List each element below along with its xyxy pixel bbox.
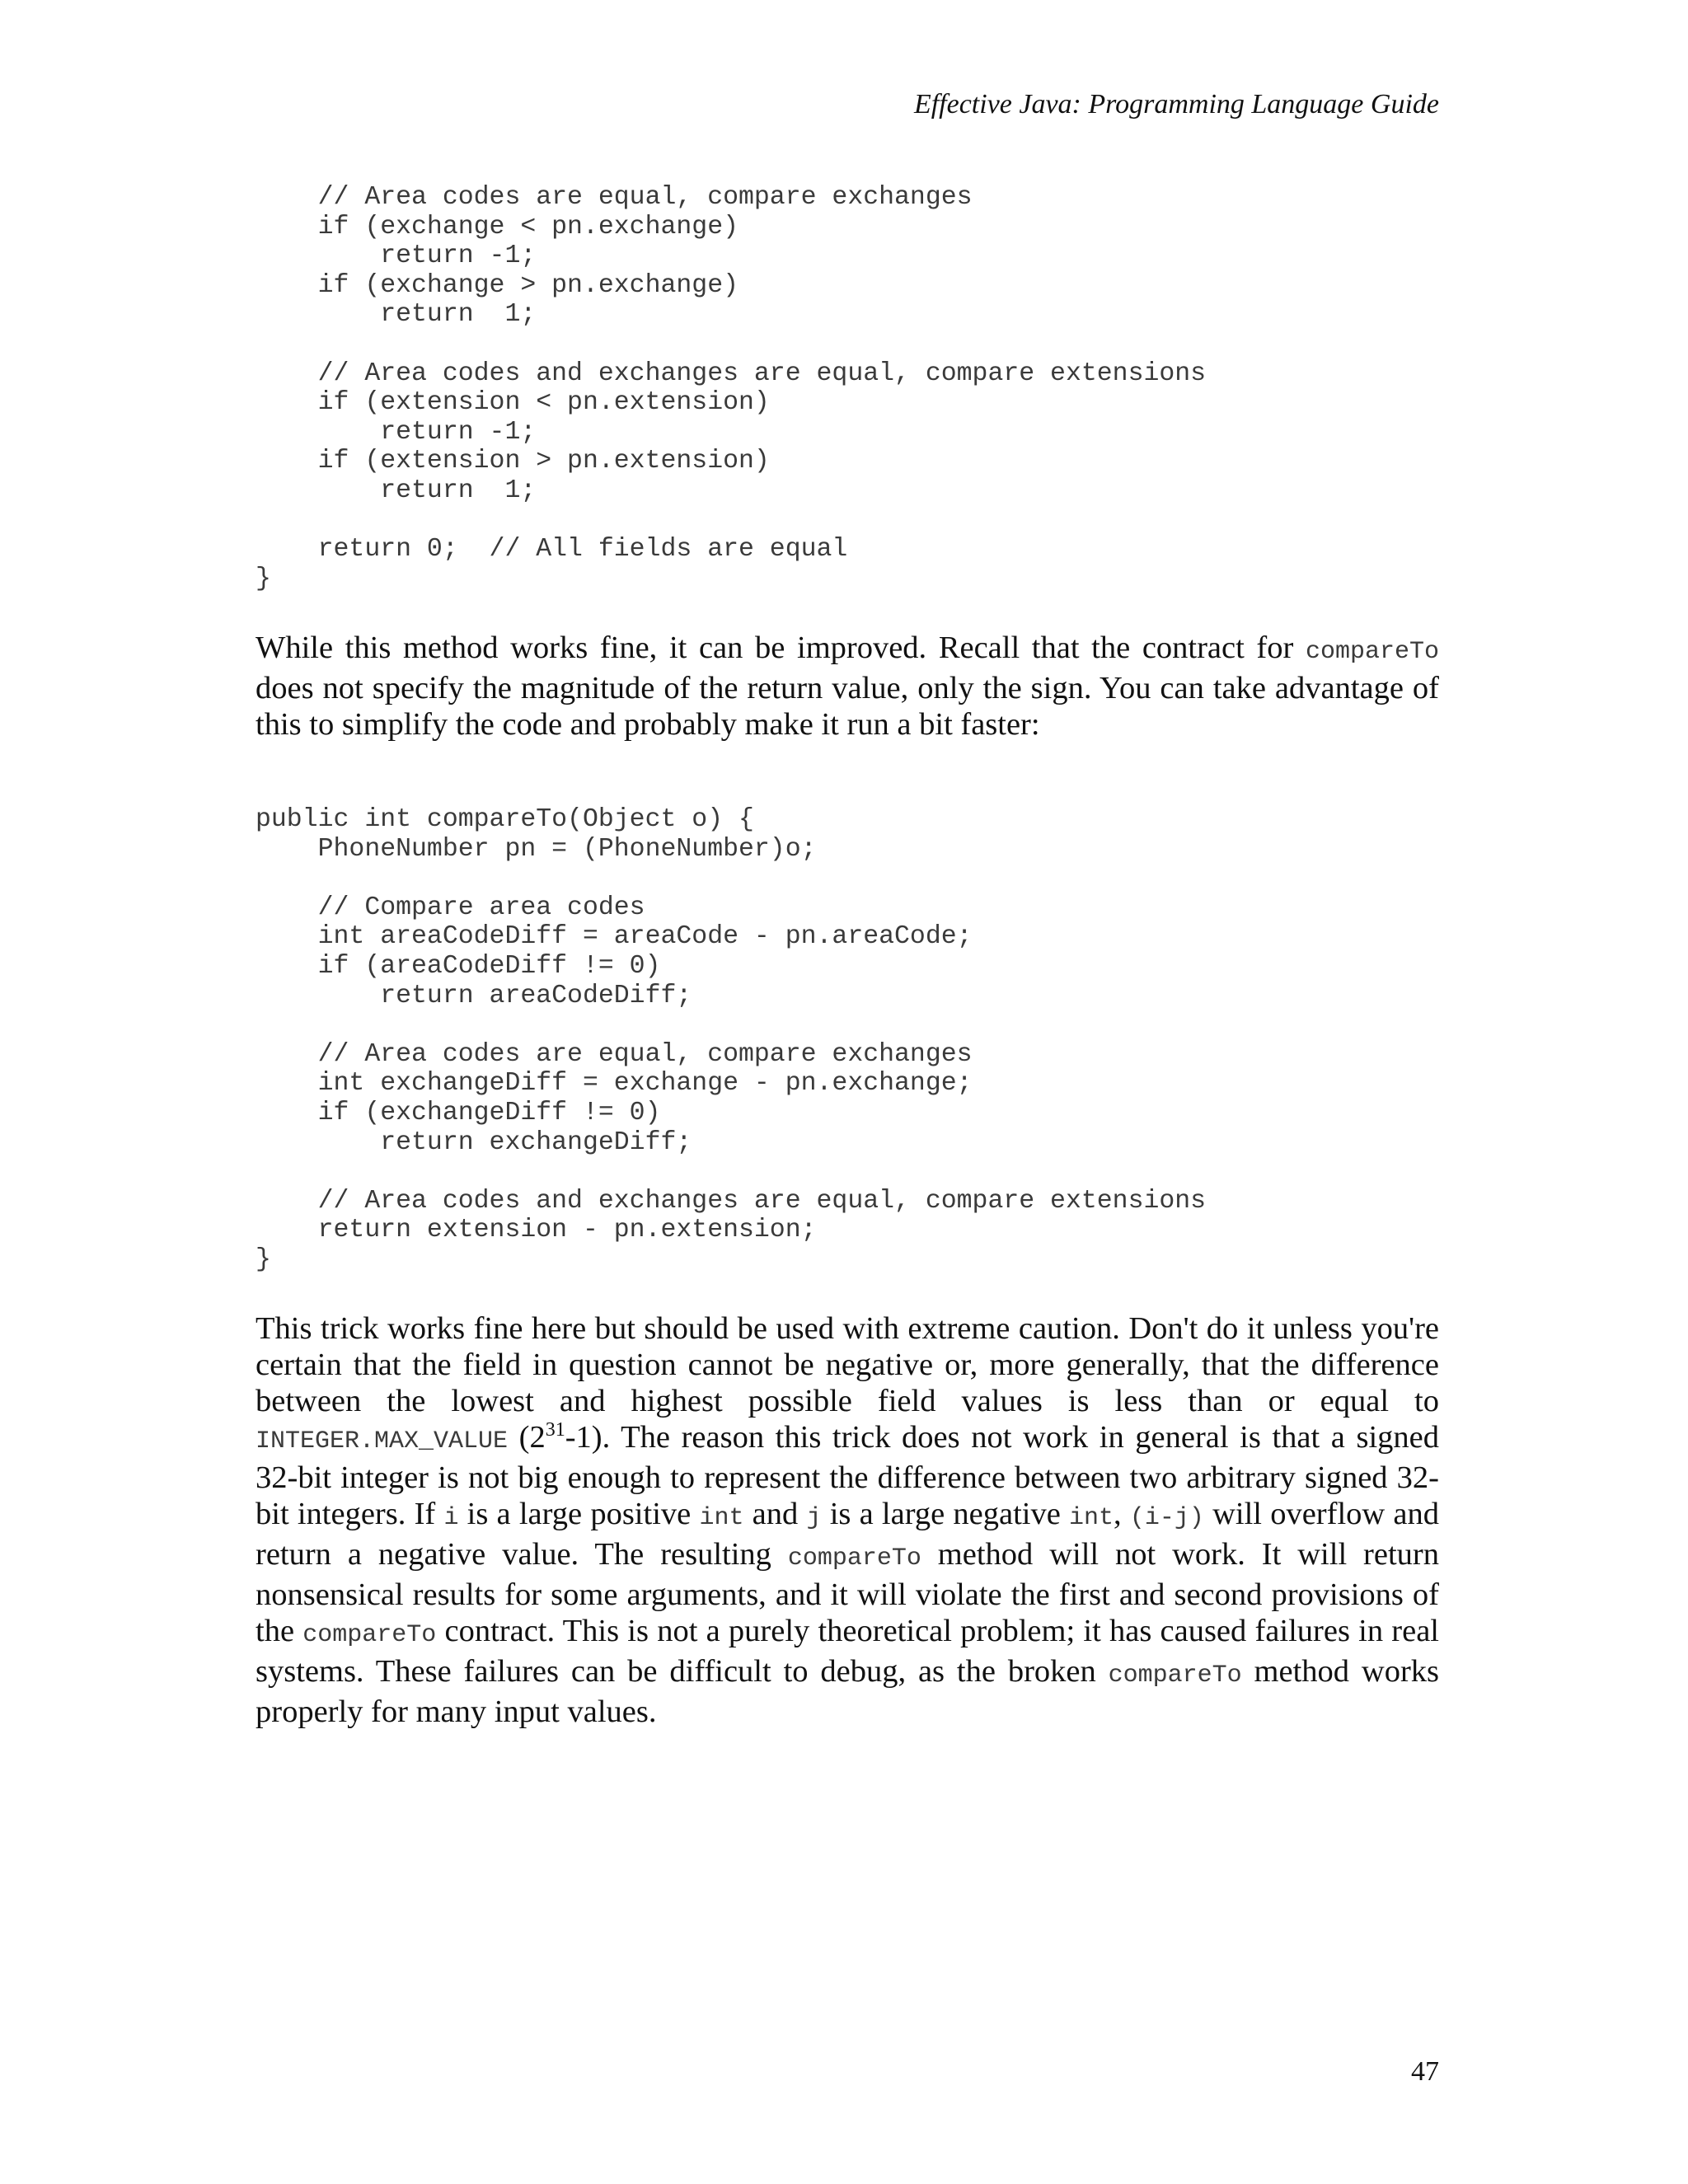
inline-code: j bbox=[806, 1504, 822, 1532]
text-run: will overflow and return a negative value. The resulting bbox=[256, 1497, 1439, 1572]
code-line bbox=[256, 1157, 1442, 1187]
code-line bbox=[256, 330, 1442, 359]
code-line: if (exchange > pn.exchange) bbox=[256, 270, 738, 300]
text-run: While this method works fine, it can be improved. Recall that the contract for bbox=[256, 630, 1306, 665]
code-line: return extension - pn.extension; bbox=[256, 1216, 817, 1245]
code-line: return -1; bbox=[256, 417, 537, 447]
code-line: // Area codes and exchanges are equal, compare extensions bbox=[256, 1186, 1207, 1216]
text-run: -1). The reason this trick does not work in general is that a signed 32-bit integer is not big enough to represent the difference between two arbitrary signed 32-bit integers. If bbox=[256, 1420, 1439, 1531]
text-run: method will not work. It will return nonsensical results for some arguments, and it will violate the first and second provisions of the bbox=[256, 1537, 1439, 1648]
code-line bbox=[256, 506, 1442, 536]
code-line: // Area codes are equal, compare exchanges bbox=[256, 1039, 973, 1069]
body-paragraph-improvement bbox=[256, 630, 1439, 743]
text-run: contract. This is not a purely theoretical problem; it has caused failures in real systems. These failures can be difficult to debug, as the broken bbox=[256, 1614, 1439, 1689]
inline-code: compareTo bbox=[302, 1621, 437, 1649]
code-line: // Compare area codes bbox=[256, 893, 645, 922]
code-line: PhoneNumber pn = (PhoneNumber)o; bbox=[256, 834, 817, 864]
code-line bbox=[256, 864, 1442, 893]
inline-code: (i-j) bbox=[1129, 1504, 1204, 1532]
body-paragraph-caution bbox=[256, 1310, 1439, 1730]
code-line bbox=[256, 1010, 1442, 1040]
text-run: This trick works fine here but should be used with extreme caution. Don't do it unless you're certain that the field in question cannot be negative or, more generally, that the difference between the lowest and highest possible field values is less than or equal to bbox=[256, 1311, 1439, 1418]
code-block-compareto-improved bbox=[256, 805, 1442, 1275]
code-line: return 1; bbox=[256, 300, 537, 330]
text-run: method works properly for many input values. bbox=[256, 1654, 1439, 1729]
inline-code: compareTo bbox=[1108, 1661, 1242, 1690]
text-run: does not specify the magnitude of the return value, only the sign. You can take advantage of this to simplify the code and probably make it run a bit faster: bbox=[256, 671, 1439, 742]
code-line: return 1; bbox=[256, 476, 537, 505]
code-line: if (exchange < pn.exchange) bbox=[256, 212, 738, 241]
inline-code: int bbox=[1069, 1504, 1114, 1532]
code-line: if (exchangeDiff != 0) bbox=[256, 1098, 661, 1127]
code-line: // Area codes and exchanges are equal, compare extensions bbox=[256, 359, 1207, 388]
text-run: and bbox=[743, 1497, 807, 1531]
superscript: 31 bbox=[545, 1419, 565, 1441]
code-line: if (extension > pn.extension) bbox=[256, 447, 770, 476]
running-header: Effective Java: Programming Language Guide bbox=[913, 89, 1439, 120]
inline-code: compareTo bbox=[787, 1544, 921, 1572]
code-line: return -1; bbox=[256, 241, 537, 271]
code-line: return exchangeDiff; bbox=[256, 1127, 692, 1157]
text-run: , bbox=[1114, 1497, 1130, 1531]
inline-code: i bbox=[443, 1504, 459, 1532]
code-block-compareto-original bbox=[256, 183, 1442, 593]
code-line: // Area codes are equal, compare exchanges bbox=[256, 183, 973, 212]
inline-code: INTEGER.MAX_VALUE bbox=[256, 1427, 509, 1455]
code-line: return 0; // All fields are equal bbox=[256, 535, 848, 565]
code-line: int areaCodeDiff = areaCode - pn.areaCode; bbox=[256, 922, 973, 952]
code-line: return areaCodeDiff; bbox=[256, 981, 692, 1010]
inline-code: int bbox=[699, 1504, 744, 1532]
code-line: int exchangeDiff = exchange - pn.exchange; bbox=[256, 1069, 973, 1099]
code-line: if (areaCodeDiff != 0) bbox=[256, 951, 661, 981]
code-line: if (extension < pn.extension) bbox=[256, 388, 770, 418]
text-run: is a large positive bbox=[458, 1497, 700, 1531]
inline-code: compareTo bbox=[1305, 638, 1439, 666]
code-line: public int compareTo(Object o) { bbox=[256, 805, 754, 834]
code-line: } bbox=[256, 564, 271, 593]
code-line: } bbox=[256, 1244, 271, 1274]
text-run: is a large negative bbox=[821, 1497, 1070, 1531]
page-number: 47 bbox=[1411, 2056, 1439, 2087]
text-run: (2 bbox=[508, 1420, 546, 1455]
